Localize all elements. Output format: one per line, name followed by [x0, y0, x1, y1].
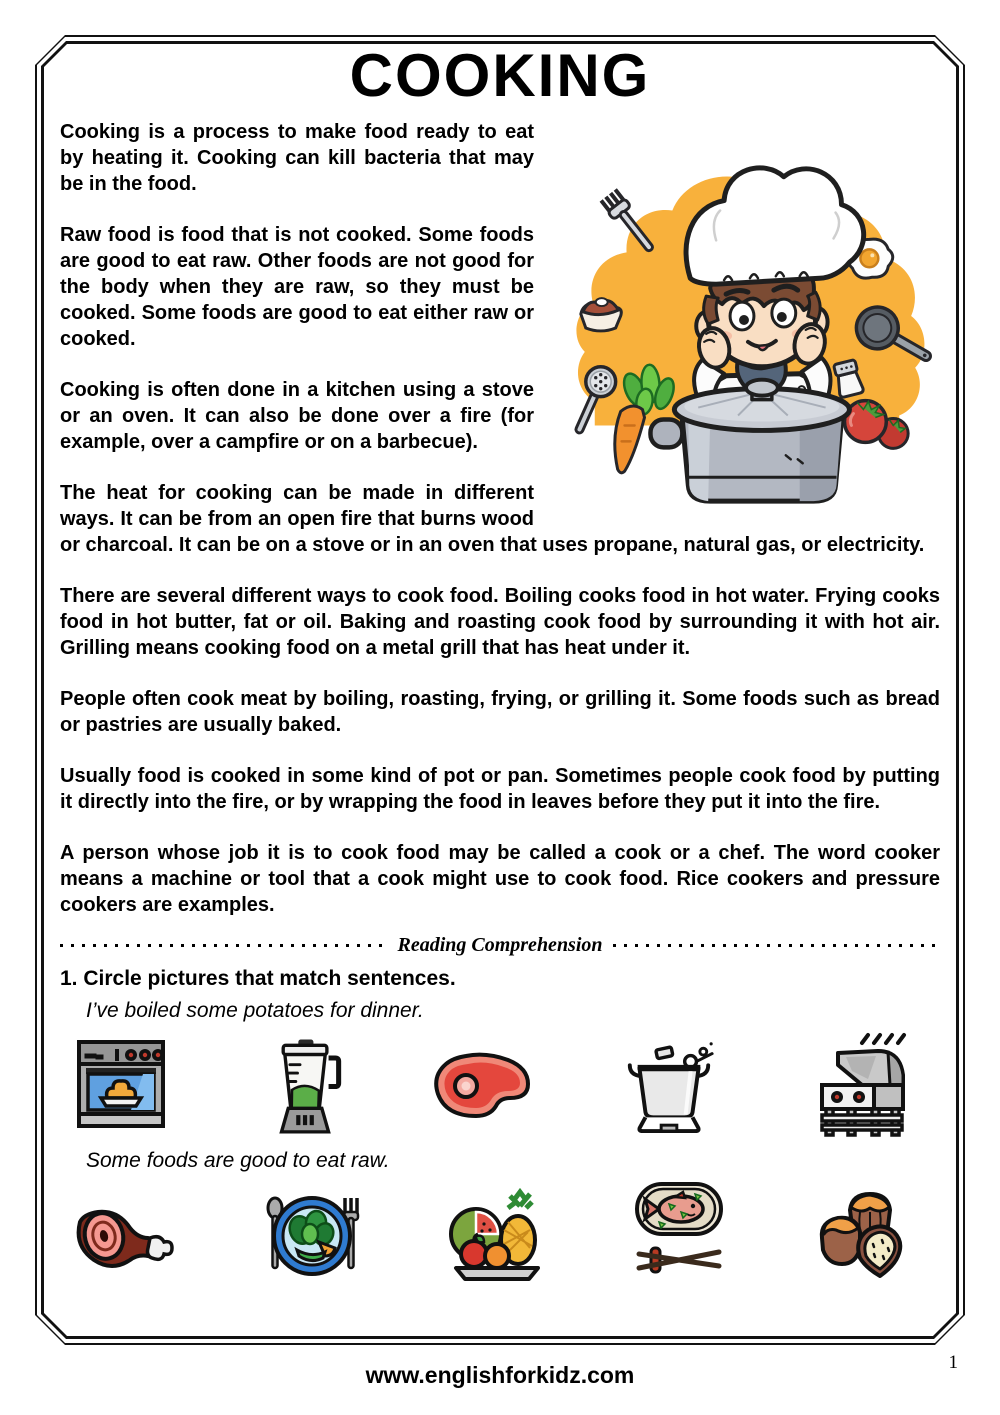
section-divider-label: Reading Comprehension	[397, 934, 603, 956]
raw-fish-plate-icon[interactable]	[629, 1178, 729, 1290]
chestnuts-icon[interactable]	[810, 1182, 910, 1286]
exercise-sentence-1: I’ve boiled some potatoes for dinner.	[86, 999, 424, 1022]
exercise-1	[60, 967, 940, 1291]
barbecue-grill-icon[interactable]	[804, 1029, 910, 1139]
oven-icon[interactable]	[70, 1034, 172, 1134]
salad-plate-icon[interactable]	[261, 1182, 365, 1286]
exercise-sentence-2: Some foods are good to eat raw.	[86, 1149, 390, 1172]
paragraph-2: Raw food is food that is not cooked. Some foods are good to eat raw. Other foods are not good for the body when they are raw, so they must be cooked. Some foods are good to eat either raw or cooked.	[60, 224, 534, 350]
fruit-plate-icon[interactable]	[446, 1182, 548, 1286]
exercise-instruction	[60, 967, 940, 991]
chef-boy-with-pot-image	[548, 121, 940, 517]
ham-leg-icon[interactable]	[70, 1186, 180, 1282]
paragraph-6: People often cook meat by boiling, roasting, frying, or grilling it. Some foods such as bread or pastries are usually baked.	[60, 688, 940, 736]
section-divider	[60, 934, 940, 957]
page-number: 1	[948, 1352, 958, 1373]
exercise-number: 1.	[60, 967, 78, 990]
paragraph-7: Usually food is cooked in some kind of pot or pan. Sometimes people cook food by putting it directly into the fire, or by wrapping the food in leaves before they put it into the fire.	[60, 765, 940, 813]
boiling-pot-icon[interactable]	[620, 1032, 718, 1136]
icon-row-1	[60, 1027, 940, 1141]
reading-passage	[60, 119, 940, 918]
paragraph-5: There are several different ways to cook food. Boiling cooks food in hot water. Frying cooks food in hot butter, fat or oil. Baking and roasting cook food by surrounding it with hot air. Grilling means cooking food on a metal grill that has heat under it.	[60, 585, 940, 659]
blender-icon[interactable]	[258, 1031, 342, 1137]
paragraph-3: Cooking is often done in a kitchen using a stove or an oven. It can also be done over a fire (for example, over a campfire or on a barbecue).	[60, 379, 534, 453]
paragraph-1: Cooking is a process to make food ready to eat by heating it. Cooking can kill bacteria that may be in the food.	[60, 121, 534, 195]
exercise-instruction-text: Circle pictures that match sentences.	[83, 967, 456, 990]
chef-illustration	[548, 121, 940, 517]
paragraph-4: The heat for cooking can be made in different ways. It can be from an open fire that burns wood or charcoal. It can be on a stove or in an oven that uses propane, natural gas, or electricity.	[60, 482, 925, 556]
dotted-line-right	[613, 944, 940, 947]
steak-icon[interactable]	[428, 1044, 534, 1124]
dotted-line-left	[60, 944, 387, 947]
website-footer: www.englishforkidz.com	[365, 1362, 635, 1388]
icon-row-2	[60, 1177, 940, 1291]
page-title: COOKING	[349, 42, 651, 109]
paragraph-8: A person whose job it is to cook food may be called a cook or a chef. The word cooker means a machine or tool that a cook might use to cook food. Rice cookers and pressure cookers are examples.	[60, 842, 940, 916]
